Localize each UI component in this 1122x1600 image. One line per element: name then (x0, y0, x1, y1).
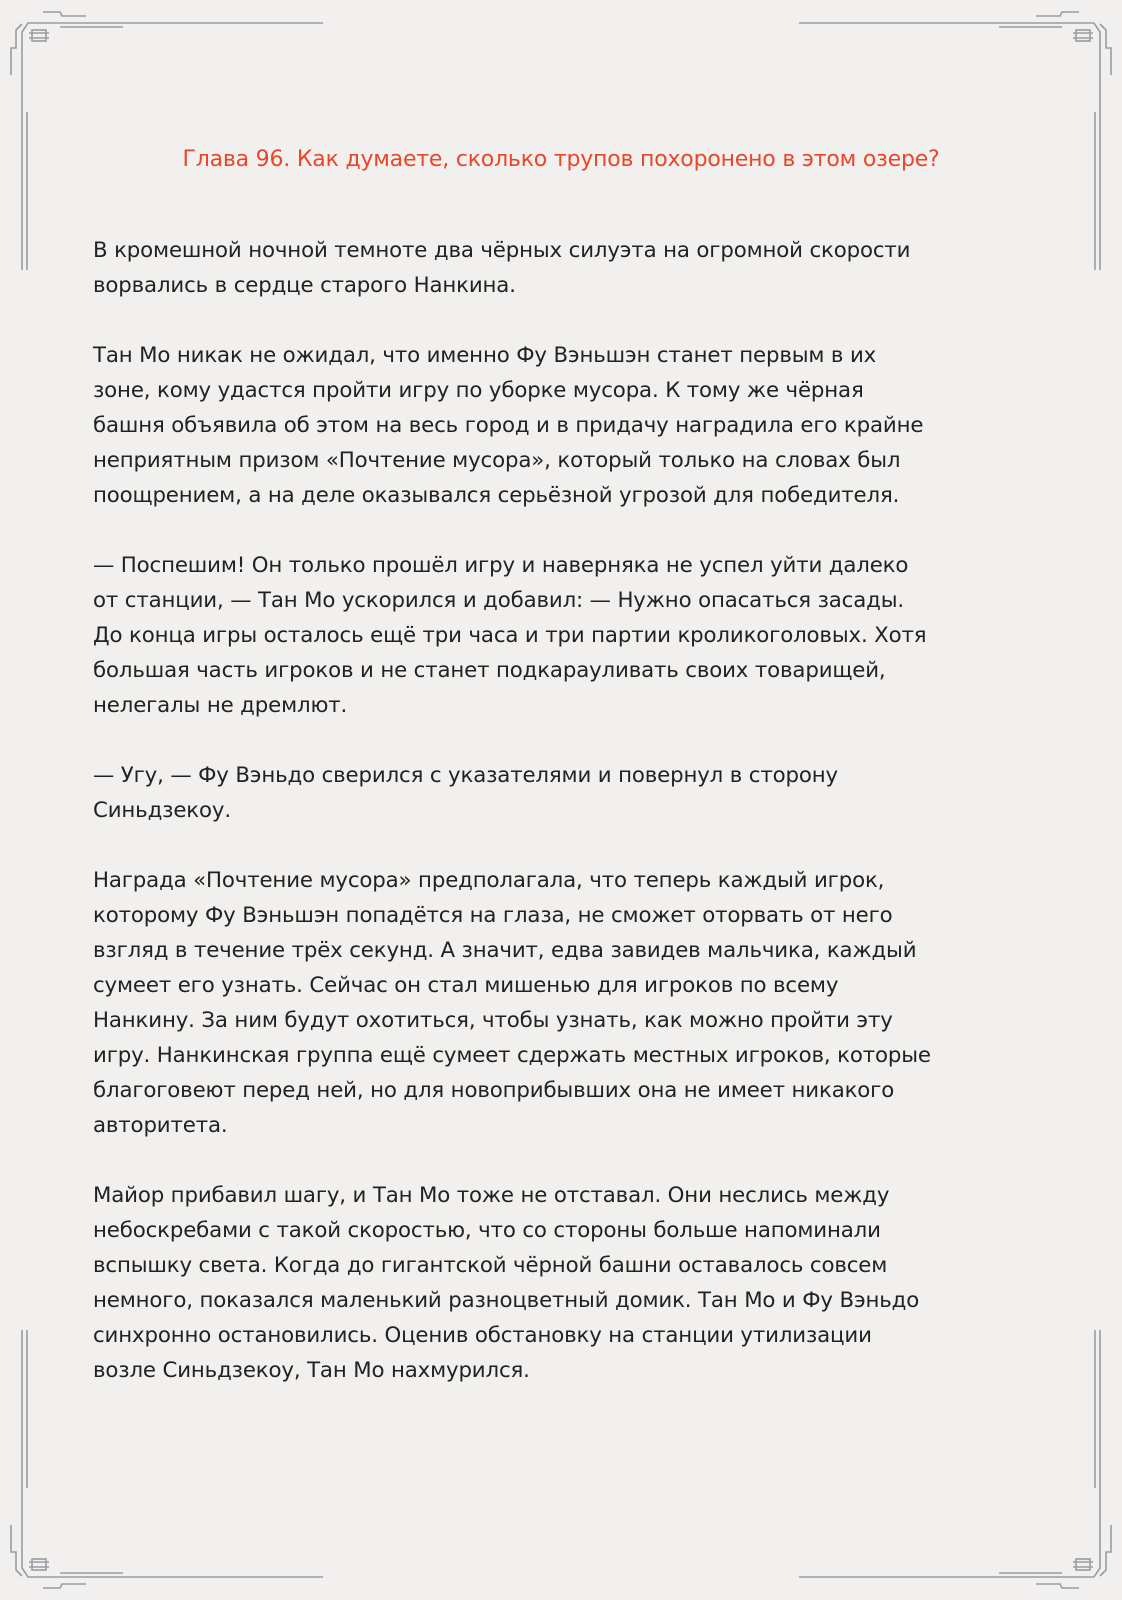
text-line: ворвались в сердце старого Нанкина. (93, 273, 516, 298)
text-line: Тан Мо никак не ожидал, что именно Фу Вэньшэн станет первым в их (93, 343, 877, 368)
text-line: поощрением, а на деле оказывался серьёзной угрозой для победителя. (93, 483, 900, 508)
text-line: До конца игры осталось ещё три часа и три партии кроликоголовых. Хотя (93, 623, 927, 648)
paragraph (93, 1178, 1033, 1388)
paragraph (93, 758, 1033, 828)
text-line: — Поспешим! Он только прошёл игру и наверняка не успел уйти далеко (93, 553, 909, 578)
text-line: авторитета. (93, 1113, 228, 1138)
paragraph (93, 863, 1033, 1143)
text-line: нелегалы не дремлют. (93, 693, 348, 718)
text-line: — Угу, — Фу Вэньдо сверился с указателями и повернул в сторону (93, 763, 838, 788)
text-line: возле Синьдзекоу, Тан Мо нахмурился. (93, 1358, 530, 1383)
text-line: сумеет его узнать. Сейчас он стал мишенью для игроков по всему (93, 973, 839, 998)
text-line: вспышку света. Когда до гигантской чёрной башни оставалось совсем (93, 1253, 888, 1278)
text-line: башня объявила об этом на весь город и в придачу наградила его крайне (93, 413, 924, 438)
text-line: которому Фу Вэньшэн попадётся на глаза, не сможет оторвать от него (93, 903, 893, 928)
text-line: благоговеют перед ней, но для новоприбывших она не имеет никакого (93, 1078, 895, 1103)
paragraph (93, 338, 1033, 513)
chapter-title: Глава 96. Как думаете, сколько трупов похоронено в этом озере? (182, 147, 940, 172)
text-line: игру. Нанкинская группа ещё сумеет сдержать местных игроков, которые (93, 1043, 931, 1068)
paragraph (93, 233, 1033, 303)
frame-corner-top-right (799, 12, 1111, 270)
frame-corner-top-left (11, 12, 323, 270)
text-line: В кромешной ночной темноте два чёрных силуэта на огромной скорости (93, 238, 911, 263)
text-line: зоне, кому удастся пройти игру по уборке мусора. К тому же чёрная (93, 378, 864, 403)
text-line: от станции, — Тан Мо ускорился и добавил: — Нужно опасаться засады. (93, 588, 904, 613)
paragraph (93, 548, 1033, 723)
text-line: Нанкину. За ним будут охотиться, чтобы узнать, как можно пройти эту (93, 1008, 893, 1033)
chapter-body (93, 233, 1033, 1423)
text-line: взгляд в течение трёх секунд. А значит, едва завидев мальчика, каждый (93, 938, 917, 963)
text-line: Майор прибавил шагу, и Тан Мо тоже не отставал. Они неслись между (93, 1183, 890, 1208)
text-line: немного, показался маленький разноцветный домик. Тан Мо и Фу Вэньдо (93, 1288, 920, 1313)
text-line: Награда «Почтение мусора» предполагала, что теперь каждый игрок, (93, 868, 885, 893)
text-line: синхронно остановились. Оценив обстановку на станции утилизации (93, 1323, 872, 1348)
text-line: большая часть игроков и не станет подкарауливать своих товарищей, (93, 658, 886, 683)
text-line: неприятным призом «Почтение мусора», который только на словах был (93, 448, 901, 473)
text-line: Синьдзекоу. (93, 798, 231, 823)
text-line: небоскребами с такой скоростью, что со стороны больше напоминали (93, 1218, 881, 1243)
